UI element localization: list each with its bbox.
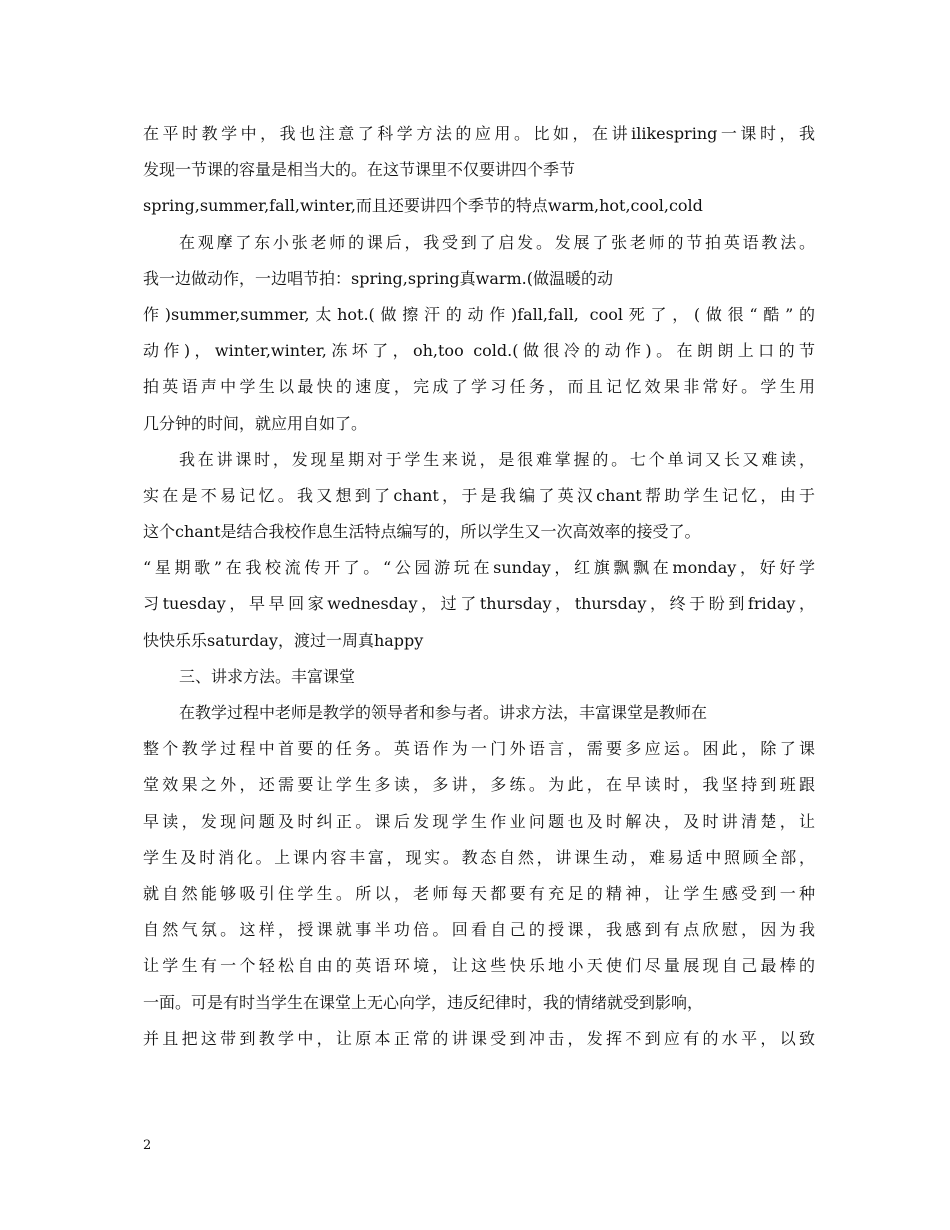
text-line: 三、讲求方法。丰富课堂 bbox=[179, 666, 356, 686]
text-line: 在平时教学中，我也注意了科学方法的应用。比如，在讲ilikespring一课时，我 bbox=[143, 124, 815, 143]
text-line: 自然气氛。这样，授课就事半功倍。回看自己的授课，我感到有点欣慰，因为我 bbox=[143, 920, 815, 940]
text-line: 堂效果之外，还需要让学生多读，多讲，多练。为此，在早读时，我坚持到班跟 bbox=[143, 775, 815, 795]
text-line: 作)summer,summer,太hot.(做擦汗的动作)fall,fall, cool死了，(做很“酷”的 bbox=[143, 304, 815, 324]
text-line: 拍英语声中学生以最快的速度，完成了学习任务，而且记忆效果非常好。学生用 bbox=[143, 377, 815, 397]
text-line: 实在是不易记忆。我又想到了chant，于是我编了英汉chant帮助学生记忆，由于 bbox=[143, 485, 815, 505]
text-line: spring,summer,fall,winter,而且还要讲四个季节的特点warm,hot,cool,cold bbox=[143, 196, 703, 216]
page-number: 2 bbox=[143, 1138, 152, 1153]
text-line: 在教学过程中老师是教学的领导者和参与者。讲求方法，丰富课堂是教师在 bbox=[179, 703, 708, 722]
text-line: 早读，发现问题及时纠正。课后发现学生作业问题也及时解决，及时讲清楚，让 bbox=[143, 811, 815, 831]
text-line: 让学生有一个轻松自由的英语环境，让这些快乐地小天使们尽量展现自己最棒的 bbox=[143, 956, 815, 976]
text-line: 一面。可是有时当学生在课堂上无心向学，违反纪律时，我的情绪就受到影响， bbox=[143, 992, 704, 1012]
text-line: 几分钟的时间，就应用自如了。 bbox=[143, 413, 368, 433]
text-line: 学生及时消化。上课内容丰富，现实。教态自然，讲课生动，难易适中照顾全部， bbox=[143, 847, 815, 867]
text-line: 发现一节课的容量是相当大的。在这节课里不仅要讲四个季节 bbox=[143, 160, 576, 180]
text-line: 动作)，winter,winter,冻坏了，oh,too cold.(做很冷的动作)。在朗朗上口的节 bbox=[143, 341, 815, 361]
text-line: 整个教学过程中首要的任务。英语作为一门外语言，需要多应运。困此，除了课 bbox=[143, 739, 815, 759]
text-line: 我一边做动作，一边唱节拍：spring,spring真warm.(做温暖的动 bbox=[143, 268, 614, 288]
body-text bbox=[143, 116, 815, 1057]
text-line: 并且把这带到教学中，让原本正常的讲课受到冲击，发挥不到应有的水平，以致 bbox=[143, 1028, 815, 1048]
text-line: 就自然能够吸引住学生。所以，老师每天都要有充足的精神，让学生感受到一种 bbox=[143, 883, 815, 903]
text-line: 这个chant是结合我校作息生活特点编写的，所以学生又一次高效率的接受了。 bbox=[143, 522, 701, 542]
text-line: “星期歌”在我校流传开了。“公园游玩在sunday，红旗飘飘在monday，好好学 bbox=[143, 558, 815, 578]
text-line: 习tuesday，早早回家wednesday，过了thursday，thursday，终于盼到friday， bbox=[143, 594, 815, 614]
text-line: 在观摩了东小张老师的课后，我受到了启发。发展了张老师的节拍英语教法。 bbox=[179, 232, 815, 252]
text-line: 我在讲课时，发现星期对于学生来说，是很难掌握的。七个单词又长又难读， bbox=[179, 449, 815, 469]
text-line: 快快乐乐saturday，渡过一周真happy bbox=[143, 630, 424, 650]
